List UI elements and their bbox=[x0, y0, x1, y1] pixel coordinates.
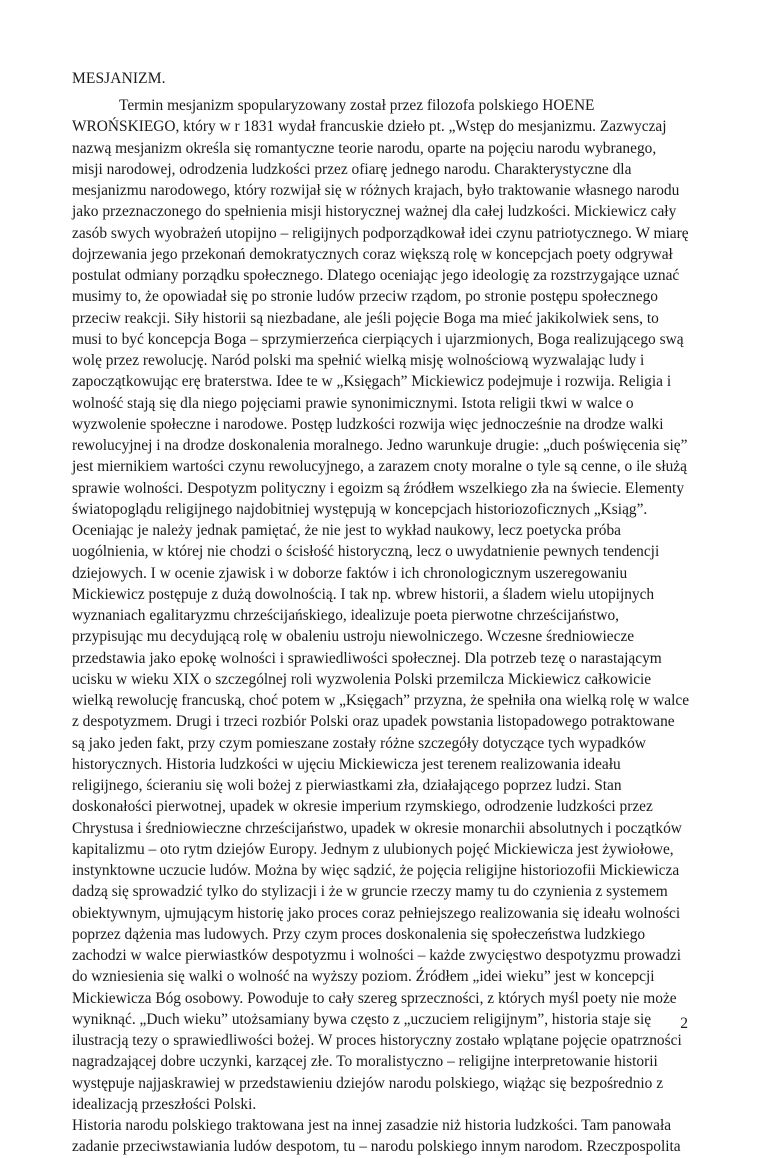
text-line: Termin mesjanizm spopularyzowany został przez filozofa polskiego HOENE bbox=[119, 97, 595, 114]
text-line: wolność stają się dla niego pojęciami prawie synonimicznymi. Istota religii tkwi w walce o bbox=[72, 394, 634, 412]
text-line: obiektywnym, ujmującym historię jako proces coraz pełniejszego realizowania się ideału wolności bbox=[72, 904, 681, 922]
text-line: występuje najjaskrawiej w przedstawieniu dziejów narodu polskiego, wiążąc się bezpośrednio z bbox=[72, 1074, 664, 1092]
text-line: ucisku w wieku XIX o szczególnej roli wyzwolenia Polski przemilcza Mickiewicz całkowicie bbox=[72, 670, 652, 688]
text-line: musi to być koncepcja Boga – sprzymierzeńca cierpiących i ujarzmionych, Boga realizującego swą bbox=[72, 330, 684, 348]
text-line: historycznych. Historia ludzkości w ujęciu Mickiewicza jest terenem realizowania ideału bbox=[72, 755, 621, 773]
text-line: wielką rewolucję francuską, choć potem w „Księgach” przyzna, że spełniła ona wielką rolę w walce bbox=[72, 692, 690, 709]
text-line: dziejowych. I w ocenie zjawisk i w doborze faktów i ich chronologicznym uszeregowaniu bbox=[72, 564, 628, 582]
text-line: ilustracją tezy o sprawiedliwości bożej. W proces historyczny zostało wplątane pojęcie opatrzności bbox=[72, 1032, 682, 1049]
text-line: z despotyzmem. Drugi i trzeci rozbiór Polski oraz upadek powstania listopadowego potraktowane bbox=[72, 713, 675, 731]
text-line: Mickiewicza Bóg osobowy. Powoduje to cały szereg sprzeczności, z których myśl poety nie może bbox=[72, 989, 677, 1007]
text-line: zachodzi w walce pierwiastków despotyzmu i wolności – każde zwycięstwo despotyzmu prowadzi bbox=[72, 947, 682, 964]
text-line: wyzwolenie społeczne i narodowe. Postęp ludzkości rozwija więc jednocześnie na drodze walki bbox=[72, 415, 664, 433]
text-line: przypisując mu decydującą rolę w obaleniu ustroju niewolniczego. Wczesne średniowiecze bbox=[72, 628, 635, 646]
text-line: uogólnienia, w której nie chodzi o ścisłość historyczną, lecz o uwydatnienie pewnych tendencji bbox=[72, 543, 660, 561]
text-line: zasób swych wyobrażeń utopijno – religijnych podporządkował idei czynu patriotycznego. W miarę bbox=[72, 224, 689, 242]
text-line: nagradzającej dobre uczynki, karzącej złe. To moralistyczno – religijne interpretowanie historii bbox=[72, 1053, 658, 1071]
text-line: religijnego, ścieraniu się woli bożej z pierwiastkami zła, działającego poprzez ludzi. Stan bbox=[72, 777, 622, 794]
body-paragraph bbox=[72, 95, 692, 1158]
text-line: rewolucyjnej i na drodze doskonalenia moralnego. Jedno warunkuje drugie: „duch poświęcenia się” bbox=[72, 437, 688, 454]
text-line: doskonałości pierwotnej, upadek w okresie imperium rzymskiego, odrodzenie ludzkości przez bbox=[72, 798, 653, 816]
text-line: Oceniając je należy jednak pamiętać, że nie jest to wykład naukowy, lecz poetycka próba bbox=[72, 522, 621, 539]
text-line: sprawie wolności. Despotyzm polityczny i egoizm są źródłem wszelkiego zła na świecie. Elementy bbox=[72, 479, 685, 497]
text-line: Historia narodu polskiego traktowana jest na innej zasadzie niż historia ludzkości. Tam panowała bbox=[72, 1117, 672, 1134]
text-line: Chrystusa i średniowieczne chrześcijaństwo, upadek w okresie monarchii absolutnych i początków bbox=[72, 819, 682, 837]
text-line: dojrzewania jego przekonań demokratycznych coraz większą rolę w koncepcjach poety odgrywał bbox=[72, 245, 673, 263]
text-line: są jako jeden fakt, przy czym pomieszane zostały różne szczegóły dotyczące tych wypadków bbox=[72, 734, 646, 752]
page-title: MESJANIZM. bbox=[72, 70, 166, 87]
text-line: Mickiewicz postępuje z dużą dowolnością. I tak np. wbrew historii, a śladem wielu utopijnych bbox=[72, 585, 655, 603]
text-line: przeciw reakcji. Siły historii są niezbadane, ale jeśli pojęcie Boga ma mieć jakikolwiek sens, to bbox=[72, 309, 659, 327]
text-line: dadzą się sprowadzić tylko do stylizacji i że w gruncie rzeczy mamy tu do czynienia z systemem bbox=[72, 883, 668, 901]
text-line: do wzniesienia się walki o wolność na wyższy poziom. Źródłem „idei wieku” jest w koncepcji bbox=[72, 968, 655, 986]
text-line: instynktowne uczucie ludów. Można by więc sądzić, że pojęcia religijne historiozofii Mickiewicza bbox=[72, 862, 680, 879]
text-line: nazwą mesjanizm określa się romantyczne teorie narodu, oparte na pojęciu narodu wybranego, bbox=[72, 139, 657, 157]
text-line: WROŃSKIEGO, który w r 1831 wydał francuskie dzieło pt. „Wstęp do mesjanizmu. Zazwyczaj bbox=[72, 118, 667, 136]
text-line: jako przeznaczonego do spełnienia misji historycznej ważnej dla całej ludzkości. Mickiewicz cały bbox=[72, 203, 677, 221]
text-line: mesjanizmu narodowego, który rozwijał się w różnych krajach, było traktowanie własnego narodu bbox=[72, 182, 680, 199]
text-line: poprzez dążenia mas ludowych. Przy czym proces doskonalenia się społeczeństwa ludzkiego bbox=[72, 925, 646, 943]
text-line: misji narodowej, odrodzenia ludzkości przez ofiarę jednego narodu. Charakterystyczne dla bbox=[72, 160, 632, 178]
text-line: wyznaniach egalitaryzmu chrześcijańskiego, idealizuje poeta pierwotne chrześcijaństwo, bbox=[72, 607, 619, 624]
text-line: zapoczątkowując erę braterstwa. Idee te w „Księgach” Mickiewicz podejmuje i rozwija. Religia i bbox=[72, 373, 672, 391]
text-line: idealizacją przeszłości Polski. bbox=[72, 1095, 257, 1113]
text-line: musimy to, że opowiadał się po stronie ludów przeciw rządom, po stronie postępu społecznego bbox=[72, 288, 658, 306]
text-line: przedstawia jako epokę wolności i sprawiedliwości społecznej. Dla potrzeb tezę o narastającym bbox=[72, 649, 662, 667]
text-line: postulat odmiany porządku społecznego. Dlatego oceniając jego ideologię za rozstrzygające uznać bbox=[72, 267, 680, 284]
page-number: 2 bbox=[680, 1015, 688, 1032]
text-line: jest miernikiem wartości czynu rewolucyjnego, a zarazem cnoty moralne o tyle są cenne, o ile służą bbox=[72, 458, 687, 476]
text-line: wolę przez rewolucję. Naród polski ma spełnić wielką misję wolnościową wyzwalając ludy i bbox=[72, 352, 645, 369]
text-line: światopoglądu religijnego najdobitniej występują w koncepcjach historiozoficznych „Ksiąg”. bbox=[72, 500, 648, 518]
text-line: kapitalizmu – oto rytm dziejów Europy. Jednym z ulubionych pojęć Mickiewicza jest żywiołowe, bbox=[72, 840, 674, 858]
text-line: zadanie przeciwstawiania ludów despotom, tu – narodu polskiego innym narodom. Rzeczpospolita bbox=[72, 1138, 681, 1156]
text-line: wyniknąć. „Duch wieku” utożsamiany bywa często z „uczuciem religijnym”, historia staje się bbox=[72, 1010, 652, 1028]
